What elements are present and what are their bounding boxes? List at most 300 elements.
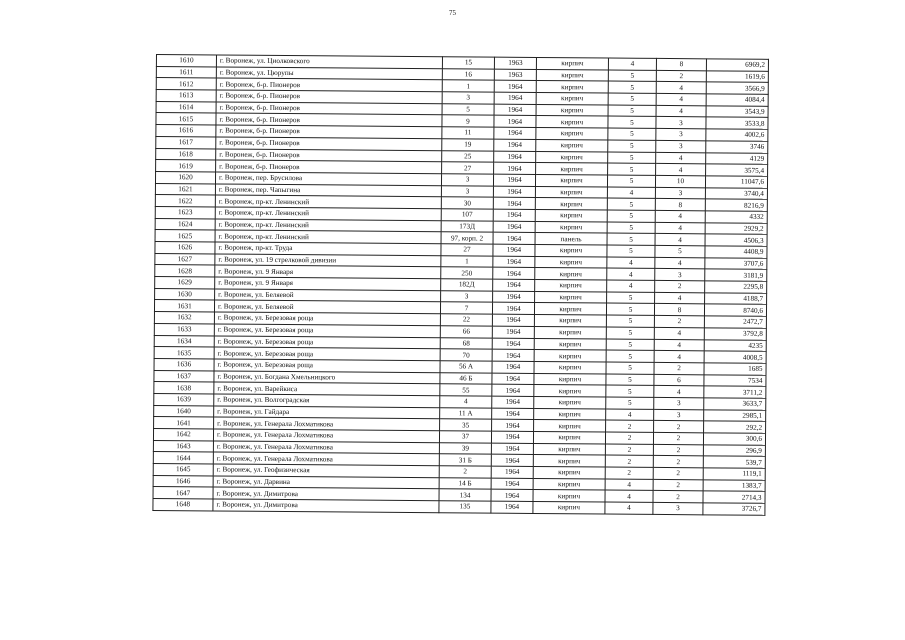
floors-cell: 5 <box>606 397 654 409</box>
area-cell: 539,7 <box>703 456 765 468</box>
entrances-cell: 2 <box>653 456 703 468</box>
floors-cell: 5 <box>606 385 654 397</box>
entrances-cell: 2 <box>655 280 705 292</box>
floors-cell: 4 <box>607 257 655 269</box>
entrances-cell: 8 <box>656 58 706 70</box>
area-cell: 4235 <box>704 339 766 351</box>
floors-cell: 5 <box>608 163 656 175</box>
row-number: 1636 <box>154 358 214 370</box>
row-number: 1621 <box>155 183 215 195</box>
wall-material-cell: кирпич <box>536 69 608 81</box>
entrances-cell: 2 <box>656 70 706 82</box>
area-cell: 3707,6 <box>705 258 767 270</box>
area-cell: 1383,7 <box>703 480 765 492</box>
address-cell: г. Воронеж, ул. Генерала Лохматикова <box>213 441 439 454</box>
house-number-cell: 1 <box>441 255 493 267</box>
house-number-cell: 173Д <box>441 220 493 232</box>
area-cell: 6969,2 <box>706 59 768 71</box>
address-cell: г. Воронеж, б-р. Пионеров <box>216 102 442 115</box>
area-cell: 2295,8 <box>705 281 767 293</box>
row-number: 1642 <box>153 428 213 440</box>
row-number: 1634 <box>154 335 214 347</box>
entrances-cell: 4 <box>656 105 706 117</box>
wall-material-cell: кирпич <box>536 128 608 140</box>
address-cell: г. Воронеж, ул. Варейкиса <box>214 382 440 395</box>
wall-material-cell: кирпич <box>533 478 605 490</box>
address-cell: г. Воронеж, пр-кт. Ленинский <box>215 230 441 243</box>
row-number: 1644 <box>153 452 213 464</box>
house-number-cell: 68 <box>440 337 492 349</box>
row-number: 1623 <box>155 206 215 218</box>
row-number: 1643 <box>153 440 213 452</box>
address-cell: г. Воронеж, ул. Беляевой <box>214 300 440 313</box>
wall-material-cell: кирпич <box>536 163 608 175</box>
wall-material-cell: кирпич <box>534 361 606 373</box>
entrances-cell: 10 <box>655 175 705 187</box>
entrances-cell: 2 <box>654 362 704 374</box>
area-cell: 296,9 <box>703 444 765 456</box>
year-built-cell: 1964 <box>494 162 536 174</box>
year-built-cell: 1964 <box>491 478 533 490</box>
area-cell: 4408,9 <box>705 246 767 258</box>
year-built-cell: 1964 <box>492 408 534 420</box>
year-built-cell: 1964 <box>492 303 534 315</box>
house-number-cell: 3 <box>442 92 494 104</box>
address-cell: г. Воронеж, ул. Генерала Лохматикова <box>214 417 440 430</box>
area-cell: 4002,6 <box>706 129 768 141</box>
area-cell: 3746 <box>706 141 768 153</box>
address-cell: г. Воронеж, пр-кт. Ленинский <box>215 207 441 220</box>
entrances-cell: 3 <box>655 187 705 199</box>
entrances-cell: 4 <box>656 82 706 94</box>
year-built-cell: 1964 <box>493 197 535 209</box>
entrances-cell: 4 <box>654 351 704 363</box>
year-built-cell: 1964 <box>493 244 535 256</box>
floors-cell: 5 <box>608 152 656 164</box>
area-cell: 4506,3 <box>705 234 767 246</box>
area-cell: 3633,7 <box>704 398 766 410</box>
address-cell: г. Воронеж, ул. Генерала Лохматикова <box>213 429 439 442</box>
entrances-cell: 3 <box>656 117 706 129</box>
wall-material-cell: кирпич <box>533 431 605 443</box>
year-built-cell: 1964 <box>492 314 534 326</box>
floors-cell: 5 <box>608 128 656 140</box>
housing-register-table <box>152 54 769 516</box>
floors-cell: 5 <box>608 93 656 105</box>
wall-material-cell: кирпич <box>535 209 607 221</box>
house-number-cell: 46 Б <box>440 372 492 384</box>
wall-material-cell: кирпич <box>534 338 606 350</box>
year-built-cell: 1964 <box>491 466 533 478</box>
wall-material-cell: кирпич <box>535 280 607 292</box>
area-cell: 2985,1 <box>704 409 766 421</box>
row-number: 1633 <box>154 323 214 335</box>
wall-material-cell: кирпич <box>536 57 608 69</box>
row-number: 1611 <box>156 66 216 78</box>
area-cell: 1619,6 <box>706 71 768 83</box>
house-number-cell: 11 А <box>440 407 492 419</box>
address-cell: г. Воронеж, ул. Березовая роща <box>214 324 440 337</box>
address-cell: г. Воронеж, пер. Брусилова <box>215 172 441 185</box>
floors-cell: 5 <box>608 140 656 152</box>
area-cell: 3792,8 <box>704 328 766 340</box>
address-cell: г. Воронеж, ул. Гайдара <box>214 406 440 419</box>
wall-material-cell: кирпич <box>534 373 606 385</box>
area-cell: 3533,8 <box>706 117 768 129</box>
house-number-cell: 107 <box>441 209 493 221</box>
address-cell: г. Воронеж, б-р. Пионеров <box>216 125 442 138</box>
row-number: 1612 <box>156 78 216 90</box>
wall-material-cell: кирпич <box>535 291 607 303</box>
row-number: 1632 <box>154 312 214 324</box>
address-cell: г. Воронеж, ул. Беляевой <box>215 289 441 302</box>
year-built-cell: 1964 <box>492 373 534 385</box>
house-number-cell: 39 <box>439 442 491 454</box>
address-cell: г. Воронеж, б-р. Пионеров <box>216 137 442 150</box>
floors-cell: 5 <box>608 81 656 93</box>
house-number-cell: 3 <box>441 185 493 197</box>
entrances-cell: 2 <box>654 421 704 433</box>
wall-material-cell: кирпич <box>536 139 608 151</box>
entrances-cell: 2 <box>653 467 703 479</box>
year-built-cell: 1964 <box>493 291 535 303</box>
entrances-cell: 6 <box>654 374 704 386</box>
address-cell: г. Воронеж, ул. 9 Января <box>215 265 441 278</box>
floors-cell: 5 <box>608 116 656 128</box>
address-cell: г. Воронеж, пр-кт. Ленинский <box>215 195 441 208</box>
floors-cell: 5 <box>608 70 656 82</box>
floors-cell: 4 <box>605 490 653 502</box>
floors-cell: 5 <box>607 175 655 187</box>
floors-cell: 4 <box>608 58 656 70</box>
floors-cell: 4 <box>607 187 655 199</box>
year-built-cell: 1964 <box>492 419 534 431</box>
floors-cell: 2 <box>605 444 653 456</box>
house-number-cell: 2 <box>439 466 491 478</box>
year-built-cell: 1964 <box>491 431 533 443</box>
year-built-cell: 1964 <box>493 186 535 198</box>
address-cell: г. Воронеж, б-р. Пионеров <box>216 78 442 91</box>
house-number-cell: 14 Б <box>439 477 491 489</box>
year-built-cell: 1964 <box>494 81 536 93</box>
address-cell: г. Воронеж, б-р. Пионеров <box>216 148 442 161</box>
entrances-cell: 3 <box>655 269 705 281</box>
year-built-cell: 1964 <box>492 361 534 373</box>
row-number: 1646 <box>153 475 213 487</box>
house-number-cell: 25 <box>442 150 494 162</box>
area-cell: 2714,3 <box>703 491 765 503</box>
row-number: 1627 <box>155 253 215 265</box>
address-cell: г. Воронеж, ул. Березовая роща <box>214 347 440 360</box>
year-built-cell: 1964 <box>493 279 535 291</box>
wall-material-cell: кирпич <box>533 443 605 455</box>
year-built-cell: 1964 <box>493 232 535 244</box>
floors-cell: 5 <box>606 362 654 374</box>
house-number-cell: 66 <box>440 326 492 338</box>
entrances-cell: 4 <box>654 327 704 339</box>
wall-material-cell: кирпич <box>534 303 606 315</box>
wall-material-cell: кирпич <box>535 174 607 186</box>
row-number: 1614 <box>156 101 216 113</box>
wall-material-cell: кирпич <box>535 244 607 256</box>
row-number: 1617 <box>156 136 216 148</box>
address-cell: г. Воронеж, пр-кт. Труда <box>215 242 441 255</box>
floors-cell: 4 <box>605 479 653 491</box>
house-number-cell: 35 <box>440 419 492 431</box>
year-built-cell: 1964 <box>492 384 534 396</box>
entrances-cell: 4 <box>655 257 705 269</box>
wall-material-cell: кирпич <box>534 396 606 408</box>
row-number: 1622 <box>155 195 215 207</box>
wall-material-cell: кирпич <box>536 104 608 116</box>
floors-cell: 5 <box>607 222 655 234</box>
area-cell: 3711,2 <box>704 386 766 398</box>
entrances-cell: 3 <box>654 397 704 409</box>
year-built-cell: 1964 <box>492 338 534 350</box>
floors-cell: 2 <box>606 420 654 432</box>
row-number: 1619 <box>156 160 216 172</box>
row-number: 1640 <box>154 405 214 417</box>
year-built-cell: 1964 <box>493 174 535 186</box>
address-cell: г. Воронеж, ул. Березовая роща <box>214 359 440 372</box>
row-number: 1637 <box>154 370 214 382</box>
wall-material-cell: кирпич <box>533 490 605 502</box>
year-built-cell: 1964 <box>491 455 533 467</box>
address-cell: г. Воронеж, б-р. Пионеров <box>216 90 442 103</box>
house-number-cell: 182Д <box>441 279 493 291</box>
entrances-cell: 4 <box>654 339 704 351</box>
year-built-cell: 1964 <box>491 443 533 455</box>
address-cell: г. Воронеж, б-р. Пионеров <box>216 113 442 126</box>
entrances-cell: 3 <box>656 129 706 141</box>
area-cell: 4084,4 <box>706 94 768 106</box>
area-cell: 2929,2 <box>705 222 767 234</box>
wall-material-cell: кирпич <box>536 81 608 93</box>
register-body <box>153 55 769 516</box>
area-cell: 1119,1 <box>703 468 765 480</box>
year-built-cell: 1964 <box>492 396 534 408</box>
area-cell: 1685 <box>704 363 766 375</box>
wall-material-cell: панель <box>535 233 607 245</box>
house-number-cell: 9 <box>442 115 494 127</box>
year-built-cell: 1964 <box>493 209 535 221</box>
house-number-cell: 1 <box>442 80 494 92</box>
row-number: 1626 <box>155 241 215 253</box>
entrances-cell: 4 <box>655 222 705 234</box>
wall-material-cell: кирпич <box>536 93 608 105</box>
row-number: 1616 <box>156 125 216 137</box>
address-cell: г. Воронеж, б-р. Пионеров <box>216 160 442 173</box>
house-number-cell: 56 А <box>440 361 492 373</box>
house-number-cell: 134 <box>439 489 491 501</box>
house-number-cell: 7 <box>440 302 492 314</box>
row-number: 1628 <box>155 265 215 277</box>
area-cell: 8216,9 <box>705 199 767 211</box>
floors-cell: 4 <box>607 280 655 292</box>
year-built-cell: 1964 <box>492 326 534 338</box>
year-built-cell: 1963 <box>494 69 536 81</box>
house-number-cell: 3 <box>441 290 493 302</box>
entrances-cell: 4 <box>655 234 705 246</box>
address-cell: г. Воронеж, ул. 19 стрелковой дивизии <box>215 254 441 267</box>
year-built-cell: 1964 <box>494 104 536 116</box>
wall-material-cell: кирпич <box>534 315 606 327</box>
area-cell: 300,6 <box>703 433 765 445</box>
house-number-cell: 3 <box>441 174 493 186</box>
year-built-cell: 1964 <box>493 268 535 280</box>
year-built-cell: 1964 <box>494 116 536 128</box>
floors-cell: 5 <box>606 303 654 315</box>
floors-cell: 4 <box>606 409 654 421</box>
wall-material-cell: кирпич <box>535 268 607 280</box>
address-cell: г. Воронеж, пер. Чапыгина <box>215 184 441 197</box>
row-number: 1615 <box>156 113 216 125</box>
wall-material-cell: кирпич <box>535 256 607 268</box>
floors-cell: 5 <box>606 315 654 327</box>
area-cell: 3181,9 <box>705 269 767 281</box>
entrances-cell: 3 <box>656 140 706 152</box>
address-cell: г. Воронеж, ул. Димитрова <box>213 487 439 500</box>
floors-cell: 5 <box>608 105 656 117</box>
area-cell: 292,2 <box>704 421 766 433</box>
year-built-cell: 1964 <box>491 501 533 513</box>
address-cell: г. Воронеж, ул. Березовая роща <box>214 335 440 348</box>
row-number: 1625 <box>155 230 215 242</box>
floors-cell: 2 <box>605 467 653 479</box>
floors-cell: 5 <box>606 339 654 351</box>
row-number: 1638 <box>154 382 214 394</box>
house-number-cell: 37 <box>439 431 491 443</box>
house-number-cell: 4 <box>440 396 492 408</box>
floors-cell: 2 <box>605 432 653 444</box>
year-built-cell: 1964 <box>494 151 536 163</box>
row-number: 1630 <box>155 288 215 300</box>
page-number: 75 <box>449 9 456 17</box>
wall-material-cell: кирпич <box>535 198 607 210</box>
floors-cell: 4 <box>607 268 655 280</box>
house-number-cell: 97, корп. 2 <box>441 232 493 244</box>
address-cell: г. Воронеж, ул. 9 Января <box>215 277 441 290</box>
row-number: 1620 <box>155 171 215 183</box>
wall-material-cell: кирпич <box>536 116 608 128</box>
entrances-cell: 2 <box>654 316 704 328</box>
row-number: 1647 <box>153 487 213 499</box>
row-number: 1618 <box>156 148 216 160</box>
entrances-cell: 2 <box>653 491 703 503</box>
floors-cell: 5 <box>607 245 655 257</box>
area-cell: 4332 <box>705 211 767 223</box>
area-cell: 3566,9 <box>706 82 768 94</box>
area-cell: 4008,5 <box>704 351 766 363</box>
wall-material-cell: кирпич <box>533 467 605 479</box>
entrances-cell: 4 <box>655 292 705 304</box>
wall-material-cell: кирпич <box>533 455 605 467</box>
entrances-cell: 5 <box>655 245 705 257</box>
area-cell: 2472,7 <box>704 316 766 328</box>
year-built-cell: 1964 <box>492 349 534 361</box>
floors-cell: 5 <box>607 210 655 222</box>
entrances-cell: 2 <box>653 479 703 491</box>
house-number-cell: 22 <box>440 314 492 326</box>
wall-material-cell: кирпич <box>534 408 606 420</box>
row-number: 1648 <box>153 499 213 511</box>
entrances-cell: 2 <box>653 432 703 444</box>
entrances-cell: 8 <box>655 199 705 211</box>
entrances-cell: 3 <box>653 503 703 515</box>
year-built-cell: 1964 <box>494 92 536 104</box>
year-built-cell: 1964 <box>494 139 536 151</box>
address-cell: г. Воронеж, ул. Дарвина <box>213 476 439 489</box>
entrances-cell: 8 <box>654 304 704 316</box>
entrances-cell: 4 <box>656 152 706 164</box>
area-cell: 3726,7 <box>703 503 765 515</box>
entrances-cell: 4 <box>654 386 704 398</box>
floors-cell: 5 <box>606 374 654 386</box>
house-number-cell: 30 <box>441 197 493 209</box>
wall-material-cell: кирпич <box>534 385 606 397</box>
address-cell: г. Воронеж, ул. Березовая роща <box>214 312 440 325</box>
entrances-cell: 4 <box>656 164 706 176</box>
area-cell: 11047,6 <box>705 176 767 188</box>
house-number-cell: 55 <box>440 384 492 396</box>
wall-material-cell: кирпич <box>534 420 606 432</box>
house-number-cell: 70 <box>440 349 492 361</box>
wall-material-cell: кирпич <box>535 186 607 198</box>
floors-cell: 5 <box>606 350 654 362</box>
address-cell: г. Воронеж, ул. Цюрупы <box>216 67 442 80</box>
address-cell: г. Воронеж, ул. Геофизическая <box>213 464 439 477</box>
floors-cell: 5 <box>607 198 655 210</box>
house-number-cell: 5 <box>442 103 494 115</box>
row-number: 1641 <box>154 417 214 429</box>
address-cell: г. Воронеж, пр-кт. Ленинский <box>215 219 441 232</box>
row-number: 1631 <box>154 300 214 312</box>
year-built-cell: 1963 <box>494 57 536 69</box>
area-cell: 4188,7 <box>705 293 767 305</box>
floors-cell: 5 <box>606 327 654 339</box>
year-built-cell: 1964 <box>494 127 536 139</box>
floors-cell: 5 <box>607 233 655 245</box>
entrances-cell: 4 <box>655 210 705 222</box>
house-number-cell: 19 <box>442 139 494 151</box>
wall-material-cell: кирпич <box>533 502 605 514</box>
wall-material-cell: кирпич <box>536 151 608 163</box>
area-cell: 3740,4 <box>705 187 767 199</box>
house-number-cell: 15 <box>442 57 494 69</box>
address-cell: г. Воронеж, ул. Волгоградская <box>214 394 440 407</box>
entrances-cell: 3 <box>654 409 704 421</box>
house-number-cell: 11 <box>442 127 494 139</box>
row-number: 1629 <box>155 277 215 289</box>
floors-cell: 2 <box>605 455 653 467</box>
row-number: 1624 <box>155 218 215 230</box>
area-cell: 4129 <box>706 152 768 164</box>
row-number: 1610 <box>156 55 216 67</box>
wall-material-cell: кирпич <box>534 326 606 338</box>
floors-cell: 4 <box>605 502 653 514</box>
row-number: 1635 <box>154 347 214 359</box>
entrances-cell: 4 <box>656 93 706 105</box>
entrances-cell: 2 <box>653 444 703 456</box>
house-number-cell: 27 <box>442 162 494 174</box>
address-cell: г. Воронеж, ул. Генерала Лохматикова <box>213 452 439 465</box>
year-built-cell: 1964 <box>491 490 533 502</box>
house-number-cell: 27 <box>441 244 493 256</box>
area-cell: 3543,9 <box>706 106 768 118</box>
row-number: 1613 <box>156 90 216 102</box>
address-cell: г. Воронеж, ул. Богдана Хмельницкого <box>214 371 440 384</box>
address-cell: г. Воронеж, ул. Циолковского <box>216 55 442 68</box>
